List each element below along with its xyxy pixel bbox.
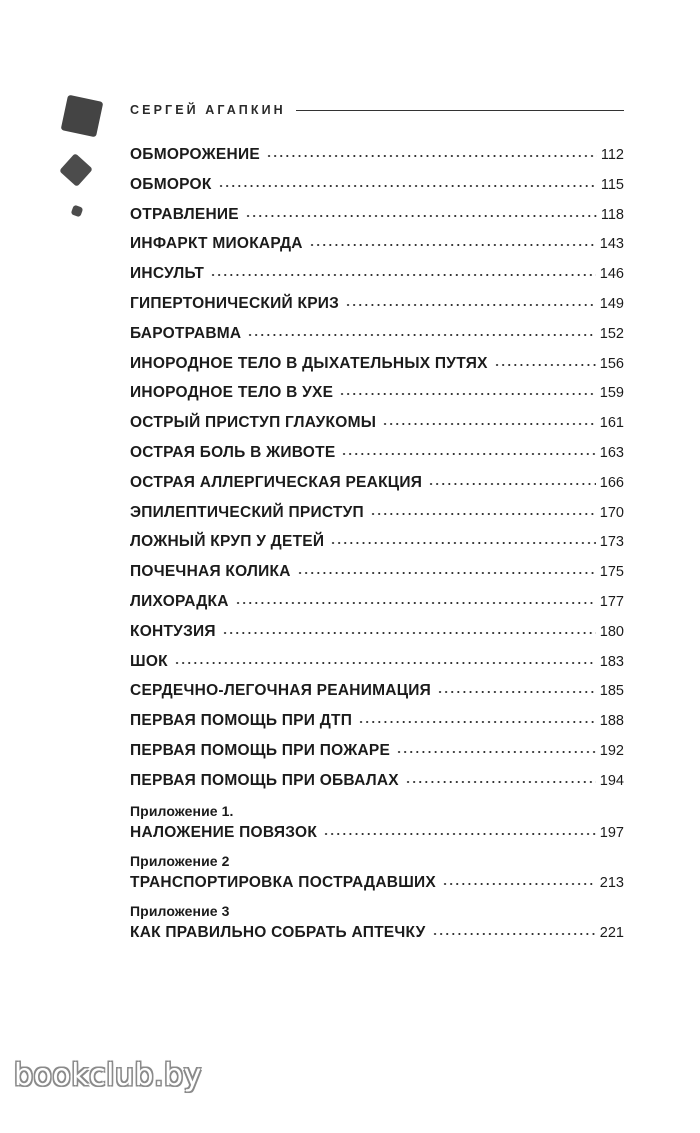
dot-leader: [266, 154, 597, 158]
dot-leader: [428, 482, 596, 486]
toc-entry-page: 194: [599, 772, 624, 789]
toc-row: [130, 647, 624, 677]
toc-entry-page: 177: [599, 593, 624, 610]
toc-row: [130, 617, 624, 647]
dot-leader: [218, 184, 597, 188]
toc-entry-title: СЕРДЕЧНО-ЛЕГОЧНАЯ РЕАНИМАЦИЯ: [130, 682, 432, 700]
decorative-square-medium: [59, 153, 93, 187]
toc-row: [130, 766, 624, 796]
toc-entries: [130, 140, 624, 796]
toc-row: [130, 706, 624, 736]
toc-row: [130, 557, 624, 587]
appendix-label: Приложение 1.: [130, 802, 234, 819]
dot-leader: [210, 273, 596, 277]
dot-leader: [345, 303, 596, 307]
toc-row: [130, 587, 624, 617]
dot-leader: [247, 333, 595, 337]
toc-entry-title: ОСТРАЯ АЛЛЕРГИЧЕСКАЯ РЕАКЦИЯ: [130, 473, 423, 491]
toc-entry-title: ИНОРОДНОЕ ТЕЛО В УХЕ: [130, 384, 334, 402]
toc-entry-title: ИНОРОДНОЕ ТЕЛО В ДЫХАТЕЛЬНЫХ ПУТЯХ: [130, 354, 488, 372]
toc-entry-title: ОСТРЫЙ ПРИСТУП ГЛАУКОМЫ: [130, 414, 377, 432]
toc-entry-title: ШОК: [130, 652, 168, 670]
toc-entry-page: 183: [599, 653, 624, 670]
toc-row: [130, 229, 624, 259]
toc-entry-title: ОТРАВЛЕНИЕ: [130, 205, 239, 223]
watermark: bookclub.by: [14, 1058, 202, 1093]
toc-row: [130, 870, 624, 896]
toc-entry-title: ОСТРАЯ БОЛЬ В ЖИВОТЕ: [130, 443, 336, 461]
dot-leader: [358, 720, 596, 724]
toc-entry-page: 173: [599, 534, 624, 551]
toc-entry-page: 149: [599, 295, 624, 312]
toc-entry-page: 143: [599, 236, 624, 253]
toc-row: [130, 200, 624, 230]
toc-entry-title: ИНФАРКТ МИОКАРДА: [130, 235, 303, 253]
toc-entry-title: ПЕРВАЯ ПОМОЩЬ ПРИ ОБВАЛАХ: [130, 771, 399, 789]
dot-leader: [222, 631, 596, 635]
dot-leader: [382, 422, 596, 426]
toc-entry-page: 163: [599, 444, 624, 461]
toc-row: [130, 498, 624, 528]
dot-leader: [442, 882, 596, 886]
running-header: [130, 101, 624, 119]
appendix-entry: [130, 902, 624, 946]
appendix-entry: [130, 802, 624, 846]
dot-leader: [494, 363, 596, 367]
toc-entry-page: 180: [599, 623, 624, 640]
toc-entry-title: ГИПЕРТОНИЧЕСКИЙ КРИЗ: [130, 294, 340, 312]
toc-row: [130, 140, 624, 170]
author-name: СЕРГЕЙ АГАПКИН: [130, 103, 286, 117]
toc-entry-title: ПОЧЕЧНАЯ КОЛИКА: [130, 563, 291, 581]
toc-row: [130, 259, 624, 289]
toc-entry-title: ЭПИЛЕПТИЧЕСКИЙ ПРИСТУП: [130, 503, 364, 521]
toc-entry-page: 185: [599, 683, 624, 700]
decorative-square-small: [71, 205, 84, 218]
dot-leader: [341, 452, 595, 456]
toc-entry-page: 188: [599, 713, 624, 730]
dot-leader: [235, 601, 596, 605]
dot-leader: [339, 392, 596, 396]
appendix-label: Приложение 3: [130, 902, 230, 919]
toc-row: [130, 378, 624, 408]
dot-leader: [323, 832, 596, 836]
toc-entry-page: 115: [600, 176, 624, 193]
toc-entry-title: НАЛОЖЕНИЕ ПОВЯЗОК: [130, 823, 318, 841]
toc-entry-page: 175: [599, 564, 624, 581]
toc-entry-title: ТРАНСПОРТИРОВКА ПОСТРАДАВШИХ: [130, 873, 437, 891]
dot-leader: [174, 661, 596, 665]
dot-leader: [330, 541, 596, 545]
dot-leader: [437, 690, 596, 694]
toc-entry-page: 152: [599, 325, 624, 342]
toc-row: [130, 820, 624, 846]
toc-entry-page: 166: [599, 474, 624, 491]
toc-appendices: [130, 802, 624, 946]
toc-entry-page: 213: [599, 874, 624, 891]
toc-entry-page: 159: [599, 385, 624, 402]
toc-row: [130, 468, 624, 498]
toc-entry-title: ЛИХОРАДКА: [130, 592, 229, 610]
toc-entry-page: 221: [599, 924, 624, 941]
toc-row: [130, 676, 624, 706]
toc-entry-page: 146: [599, 266, 624, 283]
toc-row: [130, 438, 624, 468]
toc-entry-title: ОБМОРОК: [130, 175, 212, 193]
toc-entry-title: ИНСУЛЬТ: [130, 265, 205, 283]
dot-leader: [405, 780, 596, 784]
dot-leader: [309, 243, 596, 247]
toc-row: [130, 527, 624, 557]
toc-row: [130, 920, 624, 946]
toc-entry-title: БАРОТРАВМА: [130, 324, 242, 342]
toc-entry-title: ОБМОРОЖЕНИЕ: [130, 146, 260, 163]
appendix-label: Приложение 2: [130, 852, 230, 869]
toc-entry-title: ПЕРВАЯ ПОМОЩЬ ПРИ ПОЖАРЕ: [130, 741, 391, 759]
dot-leader: [370, 512, 596, 516]
header-rule: [296, 110, 624, 111]
toc-entry-title: ЛОЖНЫЙ КРУП У ДЕТЕЙ: [130, 533, 325, 551]
toc-entry-page: 112: [600, 147, 624, 163]
appendix-entry: [130, 852, 624, 896]
dot-leader: [396, 750, 596, 754]
toc-row: [130, 319, 624, 349]
toc-entry-page: 161: [599, 415, 624, 432]
toc-row: [130, 736, 624, 766]
toc-entry-page: 192: [599, 742, 624, 759]
toc-entry-title: ПЕРВАЯ ПОМОЩЬ ПРИ ДТП: [130, 712, 353, 730]
toc-entry-page: 118: [600, 206, 624, 223]
toc-entry-page: 170: [599, 504, 624, 521]
toc-row: [130, 408, 624, 438]
dot-leader: [245, 214, 597, 218]
toc-entry-page: 197: [599, 824, 624, 841]
toc-entry-title: КОНТУЗИЯ: [130, 622, 216, 640]
toc-entry-page: 156: [599, 355, 624, 372]
decorative-square-large: [61, 95, 104, 138]
toc-row: [130, 289, 624, 319]
table-of-contents: [130, 140, 624, 946]
dot-leader: [432, 932, 596, 936]
toc-row: [130, 170, 624, 200]
toc-row: [130, 349, 624, 379]
toc-entry-title: КАК ПРАВИЛЬНО СОБРАТЬ АПТЕЧКУ: [130, 923, 426, 941]
dot-leader: [297, 571, 596, 575]
